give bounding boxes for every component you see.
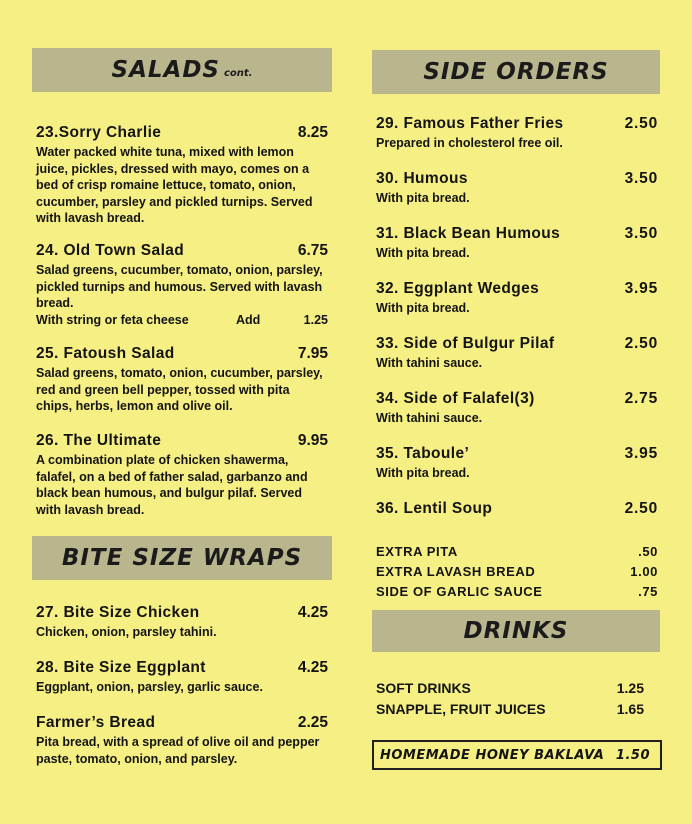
extra-name: SIDE OF GARLIC SAUCE <box>376 584 543 599</box>
wraps-banner <box>32 536 332 580</box>
item-price: 4.25 <box>297 604 328 621</box>
item-name: 24. Old Town Salad <box>36 242 185 259</box>
sides-banner <box>372 50 660 94</box>
item-name: 33. Side of Bulgur Pilaf <box>376 335 555 352</box>
item-name: Farmer’s Bread <box>36 714 156 731</box>
drinks-list <box>376 678 644 720</box>
sides-title: SIDE ORDERS <box>423 59 609 85</box>
menu-item-31 <box>376 225 658 262</box>
item-description: A combination plate of chicken shawerma, falafel, on a bed of father salad, garbanzo and black bean humous, and bulgur pilaf. Served with lavash bread. <box>36 453 308 517</box>
item-name: 30. Humous <box>376 170 468 187</box>
salads-title: SALADS <box>111 57 220 83</box>
item-name: 27. Bite Size Chicken <box>36 604 200 621</box>
item-price: 2.50 <box>624 500 658 517</box>
extra-price: 1.00 <box>630 564 658 579</box>
menu-item-23 <box>36 124 328 227</box>
item-name: 25. Fatoush Salad <box>36 345 175 362</box>
menu-item-36 <box>376 500 658 518</box>
menu-item-27 <box>36 604 328 641</box>
item-description: Salad greens, cucumber, tomato, onion, parsley, pickled turnips and humous. Served with lavash bread. <box>36 263 323 310</box>
add-on-price: 1.25 <box>303 312 328 327</box>
item-price: 2.50 <box>624 115 658 132</box>
item-description: Eggplant, onion, parsley, garlic sauce. <box>36 680 263 694</box>
menu-item-29 <box>376 115 658 152</box>
item-description: Prepared in cholesterol free oil. <box>376 136 563 150</box>
item-price: 7.95 <box>297 345 328 362</box>
drink-name: SOFT DRINKS <box>376 680 471 696</box>
extra-name: EXTRA LAVASH BREAD <box>376 564 536 579</box>
item-price: 2.50 <box>624 335 658 352</box>
item-name: 23.Sorry Charlie <box>36 124 162 141</box>
baklava-box <box>372 740 662 770</box>
item-description: Water packed white tuna, mixed with lemon juice, pickles, dressed with mayo, comes on a bed of crisp romaine lettuce, tomato, onion, cucumber, parsley and pickled turnips. Served with lavash bread. <box>36 145 313 225</box>
item-price: 3.95 <box>624 445 658 462</box>
drink-name: SNAPPLE, FRUIT JUICES <box>376 701 546 717</box>
wraps-title: BITE SIZE WRAPS <box>61 545 303 571</box>
item-name: 28. Bite Size Eggplant <box>36 659 206 676</box>
menu-item-26 <box>36 432 328 518</box>
baklava-name: HOMEMADE HONEY BAKLAVA <box>380 747 605 763</box>
item-name: 35. Taboule’ <box>376 445 470 462</box>
menu-item-35 <box>376 445 658 482</box>
extras-row <box>376 562 658 582</box>
item-price: 6.75 <box>297 242 328 259</box>
extra-price: .75 <box>638 584 658 599</box>
item-name: 31. Black Bean Humous <box>376 225 561 242</box>
item-description: With tahini sauce. <box>376 411 483 425</box>
menu-item-28 <box>36 659 328 696</box>
item-price: 8.25 <box>297 124 328 141</box>
menu-item-34 <box>376 390 658 427</box>
drinks-row <box>376 699 644 720</box>
extras-row <box>376 542 658 562</box>
item-name: 34. Side of Falafel(3) <box>376 390 535 407</box>
item-name: 26. The Ultimate <box>36 432 162 449</box>
item-price: 2.25 <box>297 714 328 731</box>
item-name: 29. Famous Father Fries <box>376 115 564 132</box>
item-price: 9.95 <box>297 432 328 449</box>
menu-item-33 <box>376 335 658 372</box>
add-on-label: Add <box>236 312 261 327</box>
menu-item-30 <box>376 170 658 207</box>
salads-title-suffix: cont. <box>223 67 253 79</box>
item-name: 32. Eggplant Wedges <box>376 280 540 297</box>
item-description: With pita bread. <box>376 466 470 480</box>
item-description: Pita bread, with a spread of olive oil and pepper paste, tomato, onion, and parsley. <box>36 735 320 766</box>
menu-item-32 <box>376 280 658 317</box>
item-description: Chicken, onion, parsley tahini. <box>36 625 217 639</box>
item-name: 36. Lentil Soup <box>376 500 493 517</box>
item-description: With pita bread. <box>376 301 470 315</box>
extras-row <box>376 582 658 602</box>
menu-item-farmers-bread <box>36 714 328 767</box>
drinks-row <box>376 678 644 699</box>
item-price: 3.50 <box>624 225 658 242</box>
item-price: 3.95 <box>624 280 658 297</box>
baklava-price: 1.50 <box>615 747 650 763</box>
add-on-text: With string or feta cheese <box>36 312 189 327</box>
item-description: With pita bread. <box>376 191 470 205</box>
menu-item-24 <box>36 242 328 328</box>
extra-name: EXTRA PITA <box>376 544 458 559</box>
drink-price: 1.25 <box>616 680 644 696</box>
drink-price: 1.65 <box>616 701 644 717</box>
drinks-title: DRINKS <box>463 618 569 644</box>
salads-banner <box>32 48 332 92</box>
item-description: Salad greens, tomato, onion, cucumber, parsley, red and green bell pepper, tossed with pita chips, herbs, lemon and olive oil. <box>36 366 323 413</box>
extra-price: .50 <box>638 544 658 559</box>
menu-item-25 <box>36 345 328 415</box>
add-on-row <box>36 312 328 329</box>
item-description: With pita bread. <box>376 246 470 260</box>
item-price: 4.25 <box>297 659 328 676</box>
item-description: With tahini sauce. <box>376 356 483 370</box>
extras-list <box>376 542 658 602</box>
drinks-banner <box>372 610 660 652</box>
item-price: 3.50 <box>624 170 658 187</box>
item-price: 2.75 <box>624 390 658 407</box>
